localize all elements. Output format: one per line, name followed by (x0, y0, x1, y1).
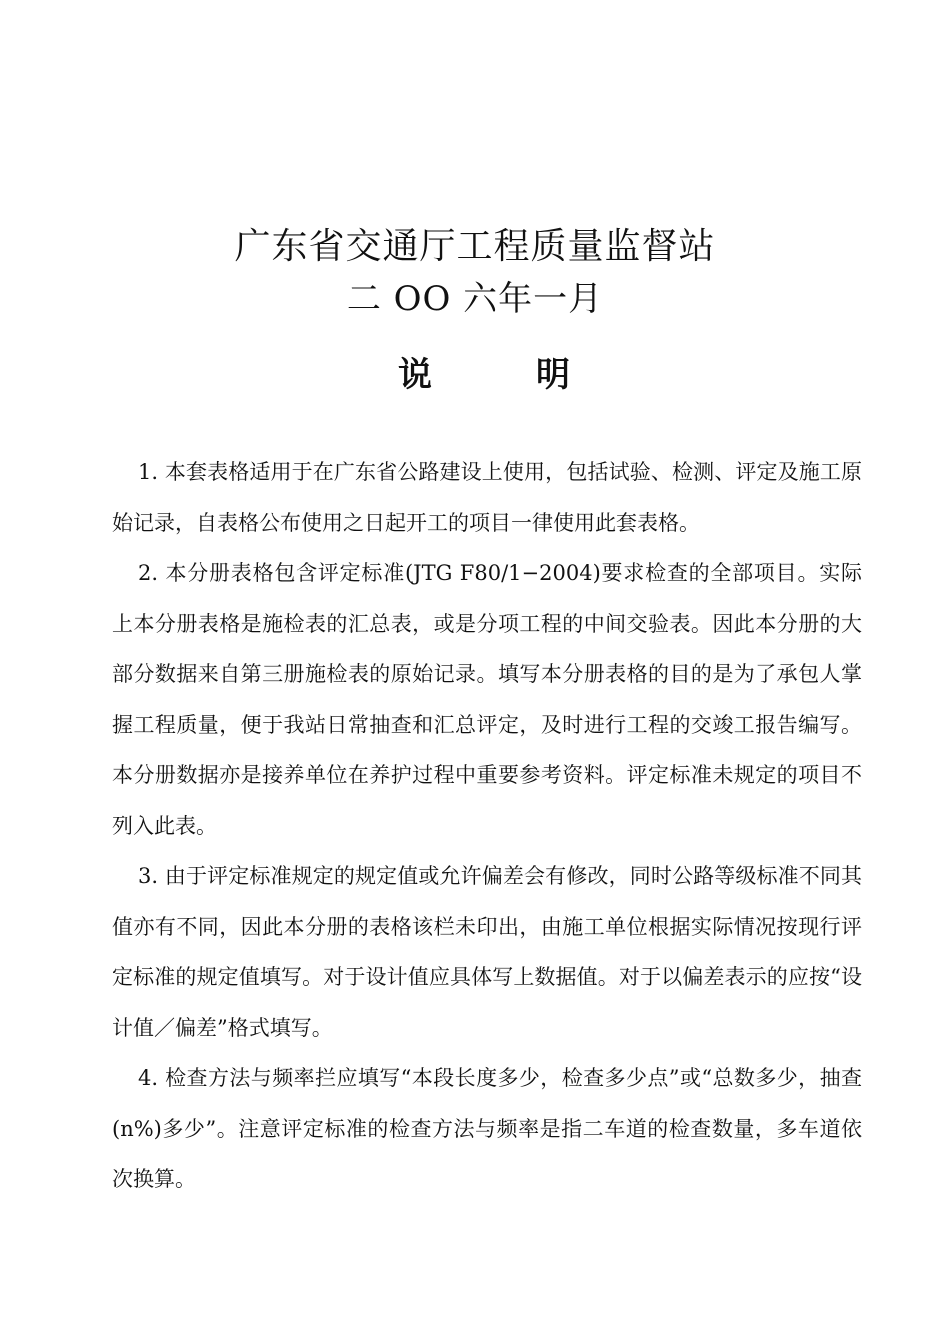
instruction-paragraph-2 (112, 548, 862, 851)
instruction-paragraph-1 (112, 447, 862, 548)
paragraph-number: 3. (138, 864, 159, 888)
paragraph-number: 1. (138, 460, 159, 484)
heading-char-2: 明 (536, 355, 570, 395)
organization-title: 广东省交通厅工程质量监督站 (234, 226, 716, 267)
instruction-paragraph-3 (112, 851, 862, 1053)
instructions-body (112, 447, 862, 1205)
paragraph-text: 检查方法与频率拦应填写“本段长度多少，检查多少点”或“总数多少，抽查(n%)多少”。注意评定标准的检查方法与频率是指二车道的检查数量，多车道依次换算。 (112, 1066, 862, 1191)
paragraph-text: 本套表格适用于在广东省公路建设上使用，包括试验、检测、评定及施工原始记录，自表格公布使用之日起开工的项目一律使用此套表格。 (112, 460, 862, 535)
instruction-paragraph-4 (112, 1053, 862, 1205)
paragraph-text: 本分册表格包含评定标准(JTG F80/1−2004)要求检查的全部项目。实际上本分册表格是施检表的汇总表，或是分项工程的中间交验表。因此本分册的大部分数据来自第三册施检表的原始记录。填写本分册表格的目的是为了承包人掌握工程质量，便于我站日常抽查和汇总评定，及时进行工程的交竣工报告编写。本分册数据亦是接养单位在养护过程中重要参考资料。评定标准未规定的项目不列入此表。 (112, 561, 862, 838)
paragraph-number: 2. (138, 561, 159, 585)
paragraph-number: 4. (138, 1066, 159, 1090)
paragraph-text: 由于评定标准规定的规定值或允许偏差会有修改，同时公路等级标准不同其值亦有不同，因此本分册的表格该栏未印出，由施工单位根据实际情况按现行评定标准的规定值填写。对于设计值应具体写上数据值。对于以偏差表示的应按“设计值／偏差”格式填写。 (112, 864, 862, 1040)
heading-char-1: 说 (398, 355, 432, 395)
date-title: 二 OO 六年一月 (346, 279, 604, 319)
